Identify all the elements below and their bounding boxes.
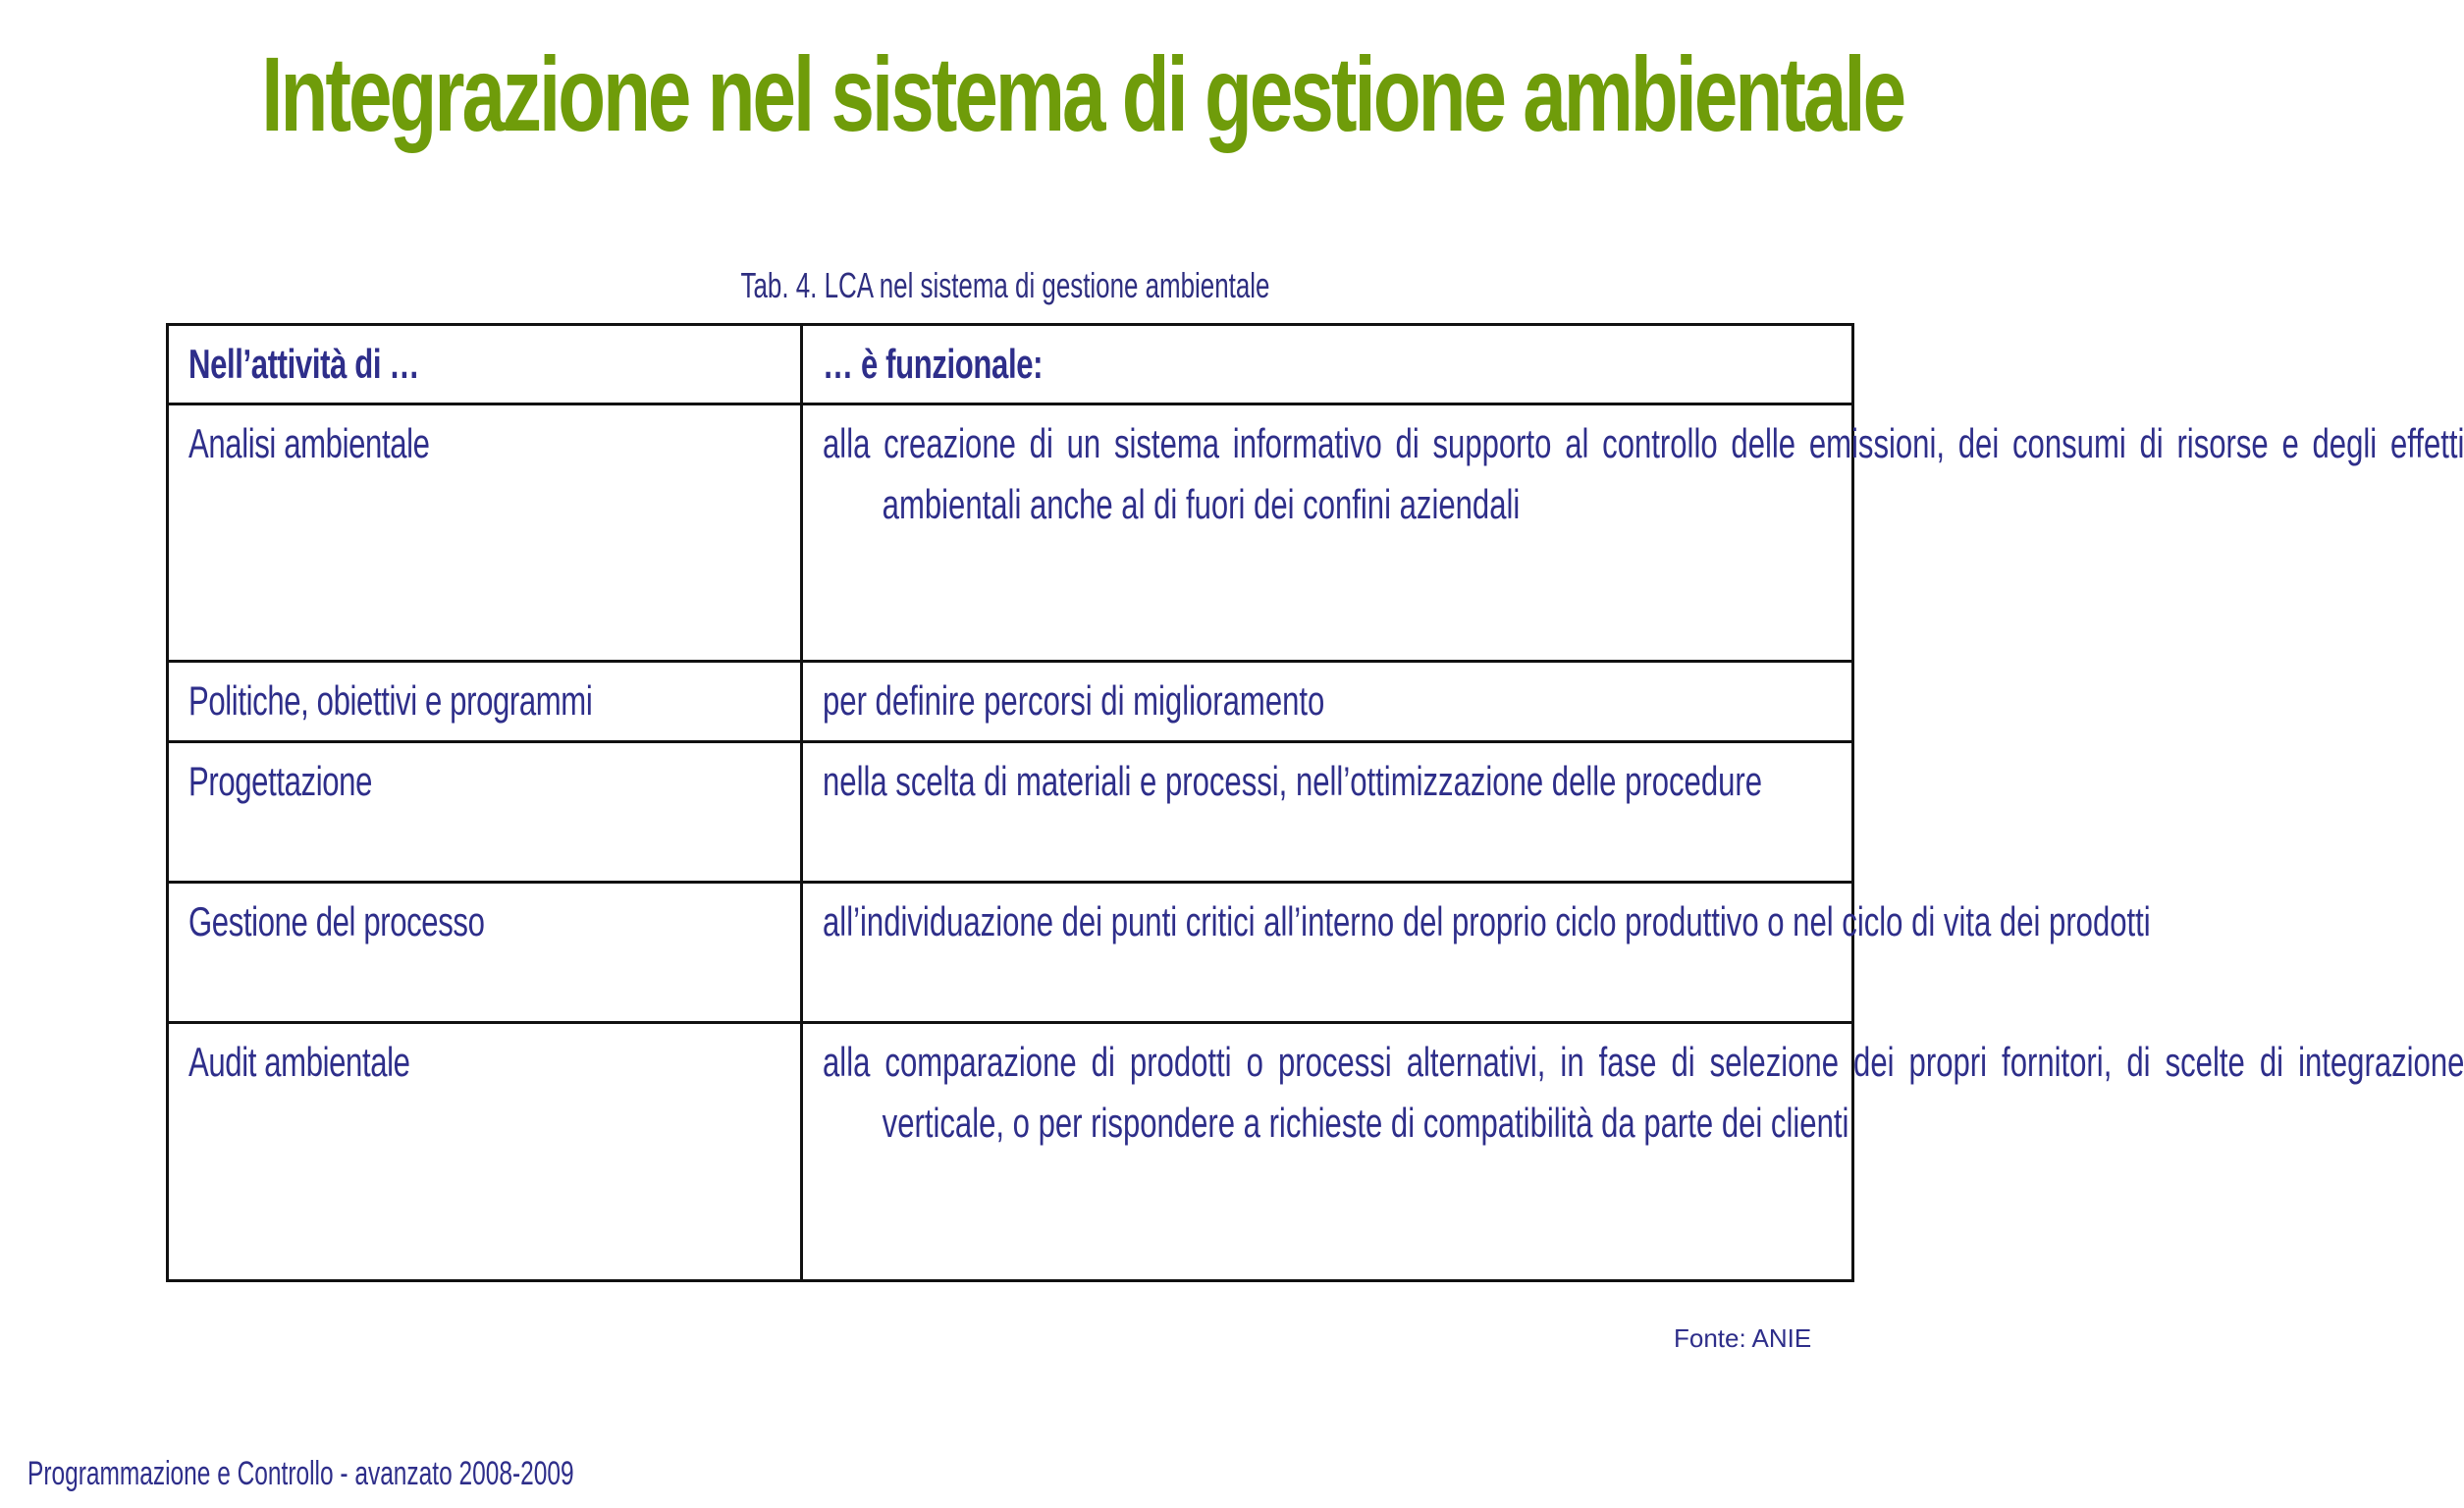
header-cell-function — [802, 325, 1853, 404]
function-text: nella scelta di materiali e processi, nell’ottimizzazione delle procedure — [823, 758, 1763, 804]
activity-text: Gestione del processo — [188, 898, 485, 944]
activity-cell — [168, 883, 802, 1023]
function-cell — [802, 1023, 2464, 1281]
function-cell — [802, 404, 2464, 662]
activity-cell — [168, 1023, 802, 1281]
activity-text: Politiche, obiettivi e programmi — [188, 677, 593, 724]
activity-text: Progettazione — [188, 758, 372, 804]
table-caption: Tab. 4. LCA nel sistema di gestione ambientale — [740, 265, 1270, 305]
table-header-row — [168, 325, 1853, 404]
function-cell — [802, 742, 1853, 883]
lca-table — [166, 323, 2464, 1282]
table-row — [168, 1023, 1853, 1281]
slide-footer: Programmazione e Controllo - avanzato 2008-2009 — [27, 1455, 574, 1492]
function-text: alla creazione di un sistema informativo di supporto al controllo delle emissioni, dei consumi di risorse e degli effetti ambientali anche al di fuori dei confini aziendali — [823, 420, 2464, 527]
function-text: alla comparazione di prodotti o processi alternativi, in fase di selezione dei propri fornitori, di scelte di integrazione verticale, o per rispondere a richieste di compatibilità da parte dei clienti — [823, 1039, 2464, 1146]
source-note: Fonte: ANIE — [1674, 1323, 1812, 1353]
table-row — [168, 404, 1853, 662]
table-row — [168, 662, 1853, 742]
function-text: all’individuazione dei punti critici all’interno del proprio ciclo produttivo o nel ciclo di vita dei prodotti — [823, 898, 2151, 944]
activity-cell — [168, 662, 802, 742]
table-row — [168, 883, 1853, 1023]
activity-text: Analisi ambientale — [188, 420, 430, 466]
activity-cell — [168, 742, 802, 883]
function-cell — [802, 662, 1853, 742]
function-cell — [802, 883, 2151, 1023]
header-cell-activity — [168, 325, 802, 404]
table-row — [168, 742, 1853, 883]
function-text: per definire percorsi di miglioramento — [823, 677, 1325, 724]
header-activity-label: Nell’attività di … — [188, 341, 420, 387]
header-function-label: … è funzionale: — [823, 341, 1044, 387]
activity-text: Audit ambientale — [188, 1039, 410, 1085]
activity-cell — [168, 404, 802, 662]
slide-title: Integrazione nel sistema di gestione ambientale — [261, 34, 1904, 153]
